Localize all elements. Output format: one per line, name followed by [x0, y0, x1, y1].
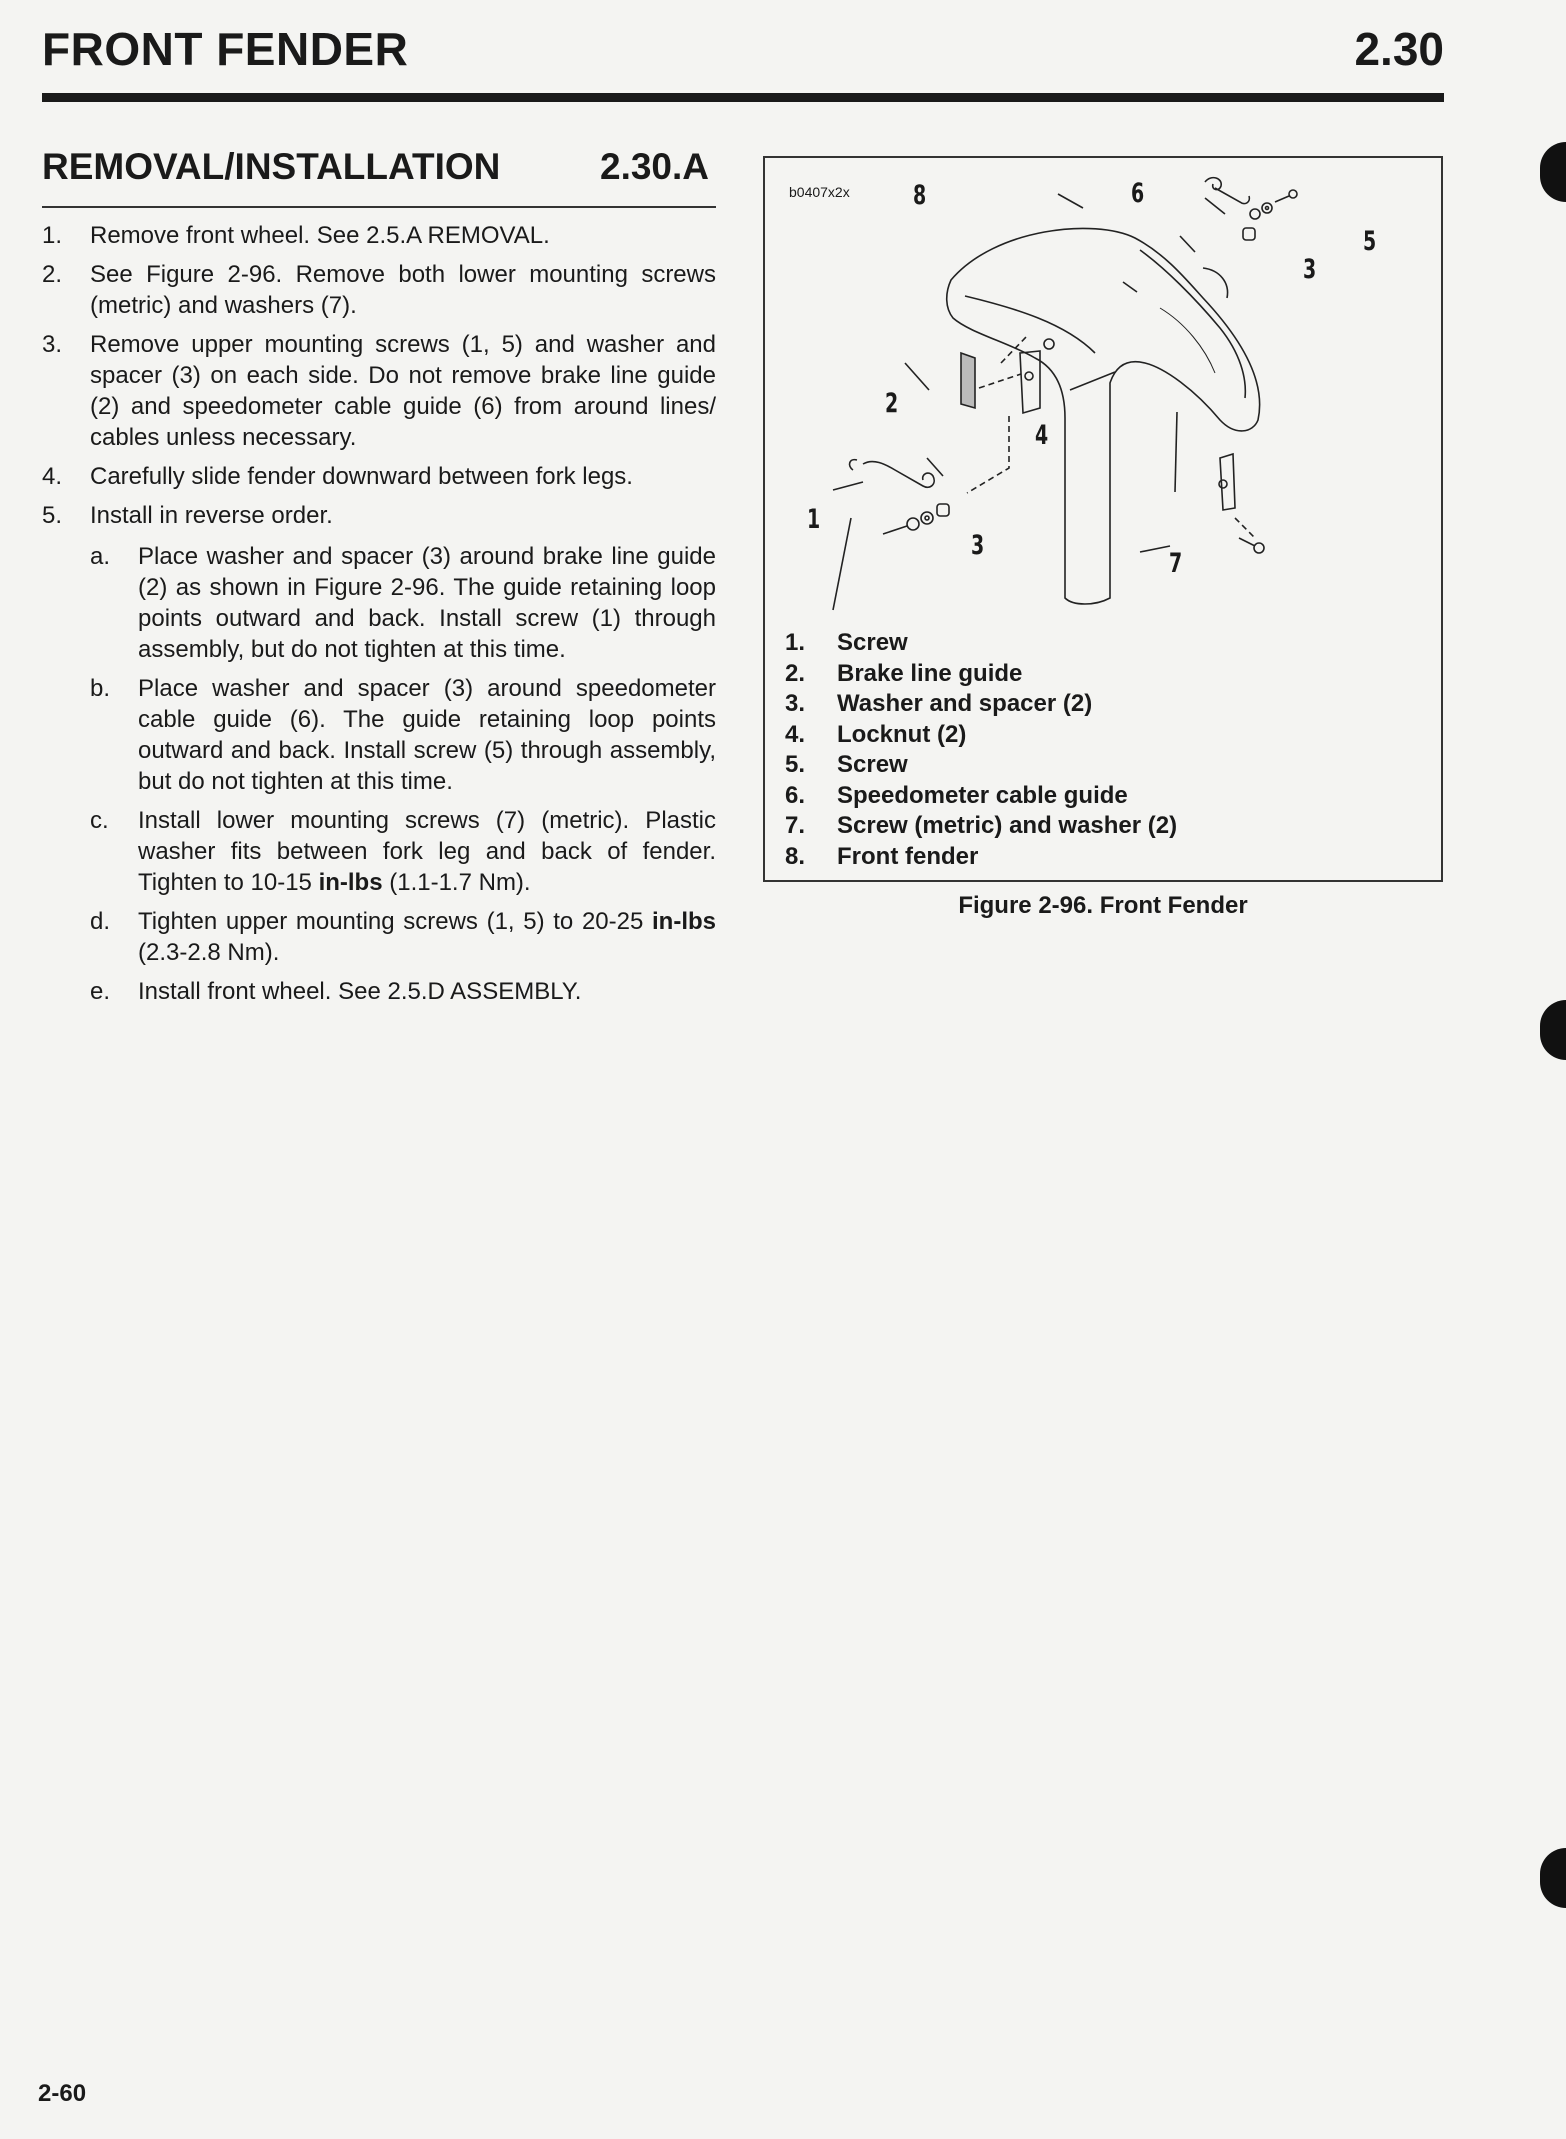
- callout-4: 4: [1035, 420, 1049, 451]
- section-rule: [42, 206, 716, 208]
- substep-letter: c.: [90, 807, 109, 834]
- legend-item: [785, 689, 1177, 720]
- torque-unit: in-lbs: [318, 869, 383, 896]
- legend-label: Washer and spacer (2): [837, 690, 1093, 717]
- binder-hole: [1540, 1000, 1566, 1060]
- legend-label: Screw: [837, 751, 908, 778]
- step-text: Carefully slide fender downward between fork legs.: [90, 463, 633, 490]
- step-number: 2.: [42, 261, 63, 288]
- substep-letter: d.: [90, 908, 111, 935]
- legend-item: [785, 781, 1177, 812]
- substep-text: [138, 805, 716, 898]
- legend-label: Speedometer cable guide: [837, 781, 1128, 809]
- step-number: 4.: [42, 463, 63, 490]
- step-4: [42, 461, 716, 492]
- binder-hole: [1540, 142, 1566, 202]
- legend-number: 8.: [785, 842, 806, 870]
- torque-unit: in-lbs: [652, 908, 716, 935]
- figure-code: b0407x2x: [789, 184, 850, 200]
- step-1: [42, 220, 716, 251]
- legend-number: 6.: [785, 781, 806, 809]
- section-title: REMOVAL/INSTALLATION: [42, 146, 501, 187]
- legend-item: [785, 659, 1177, 690]
- substep-a: [42, 541, 716, 665]
- substeps: [90, 541, 716, 1007]
- front-fender-illustration: [765, 158, 1441, 618]
- callout-2: 2: [885, 388, 899, 419]
- callout-3-lower: 3: [971, 530, 985, 561]
- legend-item: [785, 750, 1177, 781]
- substep-text: Install front wheel. See 2.5.D ASSEMBLY.: [138, 978, 582, 1005]
- header-rule: [42, 93, 1444, 102]
- callout-8: 8: [913, 180, 927, 211]
- substep-letter: a.: [90, 543, 111, 570]
- substep-text: [138, 906, 716, 968]
- legend-item: [785, 842, 1177, 873]
- legend-label: Locknut (2): [837, 720, 967, 748]
- legend-label: Front fender: [837, 842, 979, 870]
- step-number: 3.: [42, 331, 63, 358]
- step-number: 1.: [42, 222, 63, 249]
- legend-number: 5.: [785, 751, 806, 778]
- text-run: (1.1-1.7 Nm).: [382, 869, 531, 896]
- substep-letter: e.: [90, 978, 111, 1005]
- legend-item: [785, 720, 1177, 751]
- page-number: 2.30: [1354, 23, 1444, 75]
- step-text: See Figure 2-96. Remove both lower mounting screws (metric) and washers (7).: [90, 261, 716, 319]
- substep-b: [42, 673, 716, 797]
- legend-label: Brake line guide: [837, 659, 1023, 687]
- text-run: Tighten upper mounting screws (1, 5) to 20-25: [138, 908, 652, 935]
- legend-number: 3.: [785, 690, 806, 717]
- callout-5: 5: [1363, 226, 1377, 257]
- legend-number: 4.: [785, 720, 806, 748]
- legend-number: 7.: [785, 812, 806, 839]
- step-number: 5.: [42, 502, 63, 529]
- footer-page-number: 2-60: [38, 2080, 87, 2107]
- binder-hole: [1540, 1848, 1566, 1908]
- legend-item: [785, 811, 1177, 842]
- figure-legend: [785, 628, 1177, 872]
- figure-caption: Figure 2-96. Front Fender: [958, 892, 1248, 919]
- legend-label: Screw (metric) and washer (2): [837, 812, 1178, 839]
- legend-number: 2.: [785, 659, 806, 687]
- step-5: [42, 500, 716, 1007]
- step-3: [42, 329, 716, 453]
- callout-1: 1: [807, 504, 821, 535]
- step-text: Install in reverse order.: [90, 502, 333, 529]
- substep-e: [42, 976, 716, 1007]
- procedure-steps: [42, 220, 716, 1015]
- section-number: 2.30.A: [600, 146, 710, 187]
- step-text: Remove upper mounting screws (1, 5) and washer and spacer (3) on each side. Do not remove brake line guide (2) and speedometer cable guide (6) from around lines/ cables unless necessary.: [90, 331, 716, 451]
- legend-label: Screw: [837, 629, 908, 656]
- legend-item: [785, 628, 1177, 659]
- page-title: FRONT FENDER: [42, 23, 409, 75]
- callout-7: 7: [1169, 548, 1183, 579]
- step-text: Remove front wheel. See 2.5.A REMOVAL.: [90, 222, 550, 249]
- step-2: [42, 259, 716, 321]
- callout-6: 6: [1131, 178, 1145, 209]
- substep-letter: b.: [90, 675, 111, 702]
- legend-number: 1.: [785, 629, 806, 656]
- callout-3-upper: 3: [1303, 254, 1317, 285]
- substep-c: [42, 805, 716, 898]
- substep-text: Place washer and spacer (3) around brake line guide (2) as shown in Figure 2-96. The guide retaining loop points outward and back. Install screw (1) through assembly, but do not tighten at this time.: [138, 543, 716, 663]
- figure-box: [763, 156, 1443, 882]
- substep-d: [42, 906, 716, 968]
- text-run: Install lower mounting screws (7) (metric). Plastic washer fits between fork leg and back of fender. Tighten to 10-15: [138, 807, 716, 896]
- substep-text: Place washer and spacer (3) around speedometer cable guide (6). The guide retaining loop points outward and back. Install screw (5) through assembly, but do not tighten at this time.: [138, 675, 716, 795]
- text-run: (2.3-2.8 Nm).: [138, 939, 280, 966]
